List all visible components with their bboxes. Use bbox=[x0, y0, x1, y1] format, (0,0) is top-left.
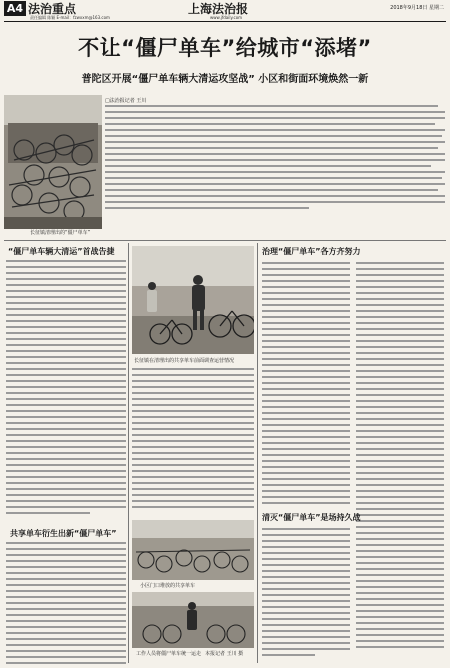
headline: 不让“僵尸单车”给城市“添堵” bbox=[78, 36, 372, 60]
bottom-photo-1-caption: 小区门口堆放的共享单车 bbox=[140, 583, 196, 589]
middle-photo bbox=[132, 246, 254, 354]
section-divider bbox=[4, 240, 446, 241]
newspaper-masthead: 上海法治报 bbox=[188, 2, 249, 16]
column-divider bbox=[257, 243, 258, 663]
left-column-text-1 bbox=[6, 260, 126, 518]
header-rule bbox=[4, 21, 446, 22]
page-header bbox=[0, 0, 450, 20]
bottom-photo-2-caption: 工作人员将僵尸单车统一运走 bbox=[136, 651, 202, 657]
middle-column-text bbox=[132, 368, 254, 512]
column-divider bbox=[128, 243, 129, 663]
section-title-left-2: 共享单车衍生出新“僵尸单车” bbox=[10, 529, 117, 538]
top-photo-caption: 长征镇清理出的“僵尸单车” bbox=[30, 230, 91, 236]
bottom-photo-2 bbox=[132, 592, 254, 648]
section-title-left-1: “僵尸单车辆大清运”首战告捷 bbox=[8, 247, 115, 256]
middle-photo-caption: 长征镇在清理出的共享单车前面调查运营情况 bbox=[134, 358, 235, 364]
byline: □法治报记者 王川 bbox=[105, 98, 147, 104]
left-column-text-2 bbox=[6, 542, 126, 668]
section-title: 法治重点 bbox=[28, 2, 77, 16]
right-column-text-2 bbox=[262, 528, 350, 660]
right-column-text-1b bbox=[356, 262, 444, 652]
issue-date: 2018年9月18日 星期二 bbox=[390, 5, 444, 11]
section-title-right-1: 治理“僵尸单车”各方齐努力 bbox=[262, 247, 361, 256]
editor-info: 责任编辑 陈颖 E-mail：fzwxxm@163.com bbox=[30, 15, 110, 20]
photo-credit: 本报记者 王川 摄 bbox=[205, 651, 244, 657]
edition-badge: A4 bbox=[4, 1, 26, 16]
intro-text-block bbox=[105, 105, 445, 213]
right-column-text-1a bbox=[262, 262, 350, 508]
bottom-photo-1 bbox=[132, 520, 254, 580]
newspaper-url: www.jfdaily.com bbox=[210, 15, 243, 20]
top-photo bbox=[4, 95, 102, 229]
subheadline: 普陀区开展“僵尸单车辆大清运攻坚战” 小区和街面环境焕然一新 bbox=[81, 74, 369, 85]
section-title-right-2: 清灭“僵尸单车”是场持久战 bbox=[262, 513, 361, 522]
